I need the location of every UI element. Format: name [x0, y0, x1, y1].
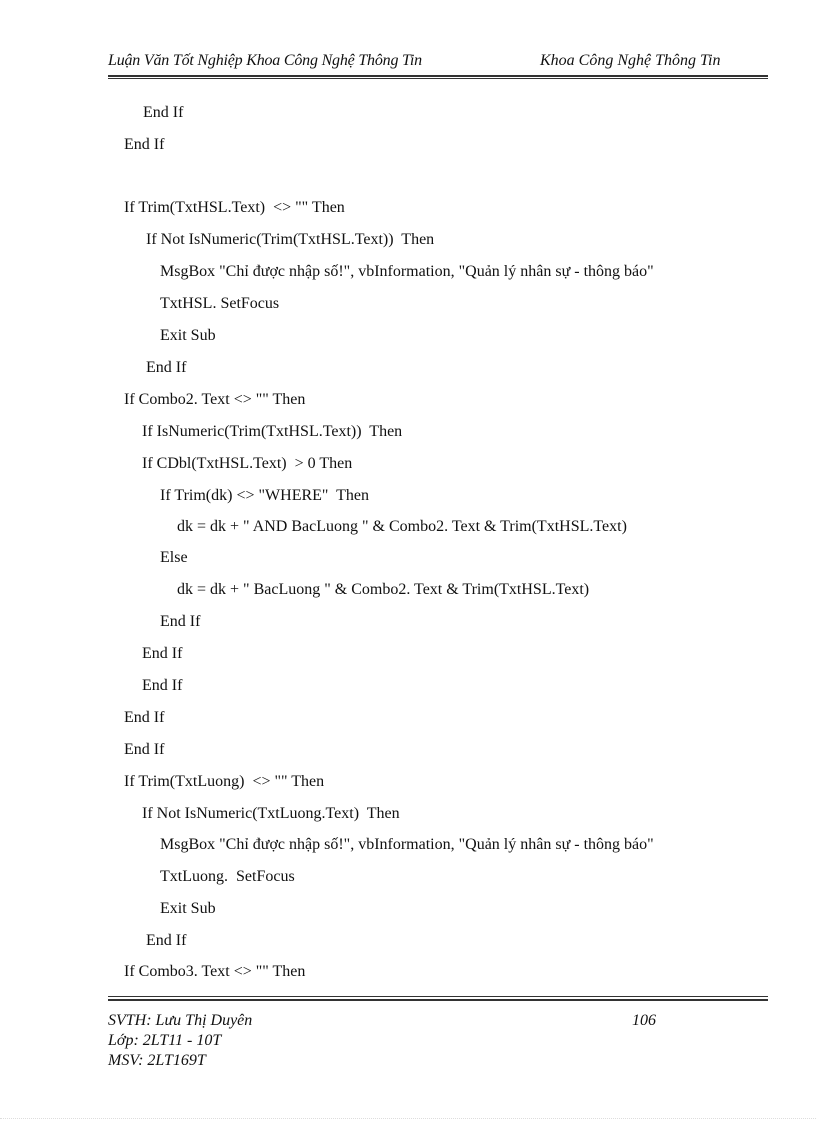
page-number: 106 — [632, 1012, 656, 1029]
page-footer — [108, 1011, 668, 1071]
code-line: If Not IsNumeric(Trim(TxtHSL.Text)) Then — [146, 231, 435, 248]
code-line: dk = dk + " AND BacLuong " & Combo2. Text & Trim(TxtHSL.Text) — [177, 518, 627, 535]
header-thesis-title: Luận Văn Tốt Nghiệp Khoa Công Nghệ Thông Tin — [108, 52, 422, 69]
code-line: If CDbl(TxtHSL.Text) > 0 Then — [142, 455, 353, 472]
code-line: End If — [142, 677, 183, 694]
footer-class: Lớp: 2LT11 - 10T — [108, 1032, 222, 1049]
code-line: If Combo3. Text <> "" Then — [124, 963, 306, 980]
code-line: End If — [142, 645, 183, 662]
code-line: If Trim(TxtLuong) <> "" Then — [124, 773, 325, 790]
bottom-dotted-border — [0, 1118, 816, 1120]
code-line: End If — [143, 104, 184, 121]
code-line: End If — [146, 932, 187, 949]
footer-rule-thin — [108, 996, 768, 997]
code-line: End If — [146, 359, 187, 376]
header-faculty: Khoa Công Nghệ Thông Tin — [540, 52, 721, 69]
code-line: If Combo2. Text <> "" Then — [124, 391, 306, 408]
code-line: dk = dk + " BacLuong " & Combo2. Text & Trim(TxtHSL.Text) — [177, 581, 590, 598]
code-line: Exit Sub — [160, 327, 216, 344]
footer-rule-thick — [108, 999, 768, 1001]
footer-student-id: MSV: 2LT169T — [108, 1052, 206, 1069]
page-header — [108, 50, 768, 78]
code-line: MsgBox "Chỉ được nhập số!", vbInformation, "Quản lý nhân sự - thông báo" — [160, 836, 654, 853]
footer-student-name: SVTH: Lưu Thị Duyên — [108, 1012, 253, 1029]
code-line: End If — [160, 613, 201, 630]
code-line: End If — [124, 709, 165, 726]
code-line: End If — [124, 741, 165, 758]
header-rule-thin — [108, 78, 768, 79]
header-rule-thick — [108, 75, 768, 77]
code-line: Else — [160, 549, 188, 566]
code-line: End If — [124, 136, 165, 153]
code-line: If Trim(dk) <> "WHERE" Then — [160, 487, 370, 504]
code-line: If Trim(TxtHSL.Text) <> "" Then — [124, 199, 345, 216]
code-line: TxtLuong. SetFocus — [160, 868, 295, 885]
code-line: If IsNumeric(Trim(TxtHSL.Text)) Then — [142, 423, 403, 440]
code-line: TxtHSL. SetFocus — [160, 295, 280, 312]
code-line: If Not IsNumeric(TxtLuong.Text) Then — [142, 805, 400, 822]
code-line: Exit Sub — [160, 900, 216, 917]
code-line: MsgBox "Chỉ được nhập số!", vbInformation, "Quản lý nhân sự - thông báo" — [160, 263, 654, 280]
